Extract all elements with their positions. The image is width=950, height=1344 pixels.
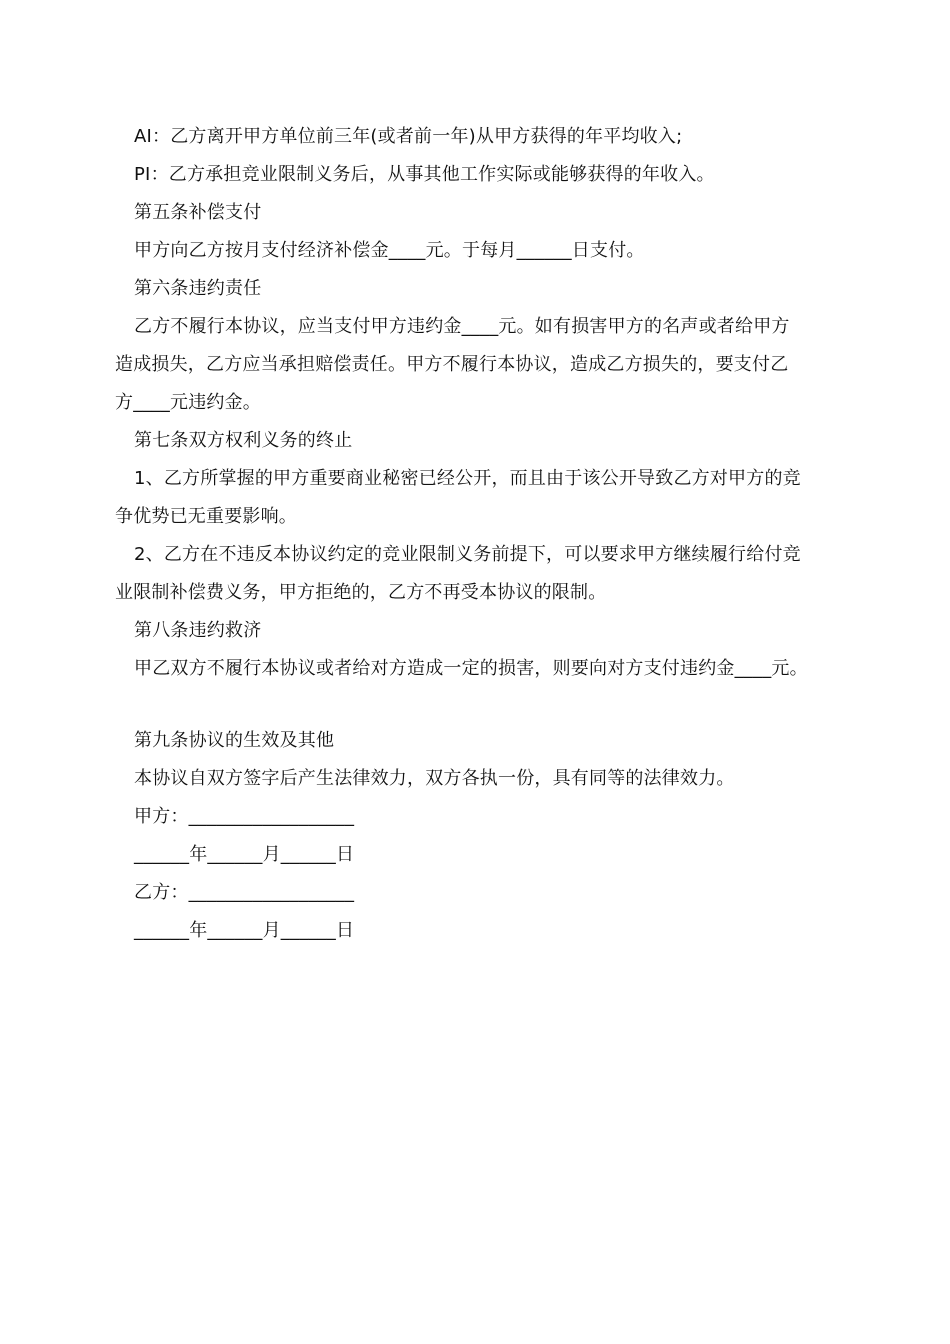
heading-article-7: 第七条双方权利义务的终止	[134, 430, 353, 451]
paragraph-remedy: 甲乙双方不履行本协议或者给对方造成一定的损害，则要向对方支付违约金____元。	[134, 658, 808, 679]
paragraph-termination-2-line-2: 业限制补偿费义务，甲方拒绝的，乙方不再受本协议的限制。	[115, 582, 607, 603]
paragraph-effectiveness: 本协议自双方签字后产生法律效力，双方各执一份，具有同等的法律效力。	[134, 768, 735, 789]
party-a-date-line: ______年______月______日	[134, 844, 355, 865]
heading-article-9: 第九条协议的生效及其他	[134, 730, 335, 751]
paragraph-compensation: 甲方向乙方按月支付经济补偿金____元。于每月______日支付。	[134, 240, 645, 261]
paragraph-termination-1-line-2: 争优势已无重要影响。	[115, 506, 297, 527]
paragraph-liability-line-3: 方____元违约金。	[115, 392, 261, 413]
party-b-date-line: ______年______月______日	[134, 920, 355, 941]
party-b-signature-line: 乙方：__________________	[134, 882, 355, 903]
paragraph-termination-1-line-1: 1、乙方所掌握的甲方重要商业秘密已经公开，而且由于该公开导致乙方对甲方的竞	[134, 468, 801, 489]
heading-article-5: 第五条补偿支付	[134, 202, 262, 223]
paragraph-termination-2-line-1: 2、乙方在不违反本协议约定的竞业限制义务前提下，可以要求甲方继续履行给付竞	[134, 544, 801, 565]
heading-article-6: 第六条违约责任	[134, 278, 262, 299]
paragraph-liability-line-1: 乙方不履行本协议，应当支付甲方违约金____元。如有损害甲方的名声或者给甲方	[134, 316, 790, 337]
line-pi-definition: PI：乙方承担竞业限制义务后，从事其他工作实际或能够获得的年收入。	[134, 164, 715, 185]
paragraph-liability-line-2: 造成损失，乙方应当承担赔偿责任。甲方不履行本协议，造成乙方损失的，要支付乙	[115, 354, 789, 375]
party-a-signature-line: 甲方：__________________	[134, 806, 355, 827]
line-ai-definition: AI：乙方离开甲方单位前三年(或者前一年)从甲方获得的年平均收入;	[134, 126, 683, 147]
heading-article-8: 第八条违约救济	[134, 620, 262, 641]
